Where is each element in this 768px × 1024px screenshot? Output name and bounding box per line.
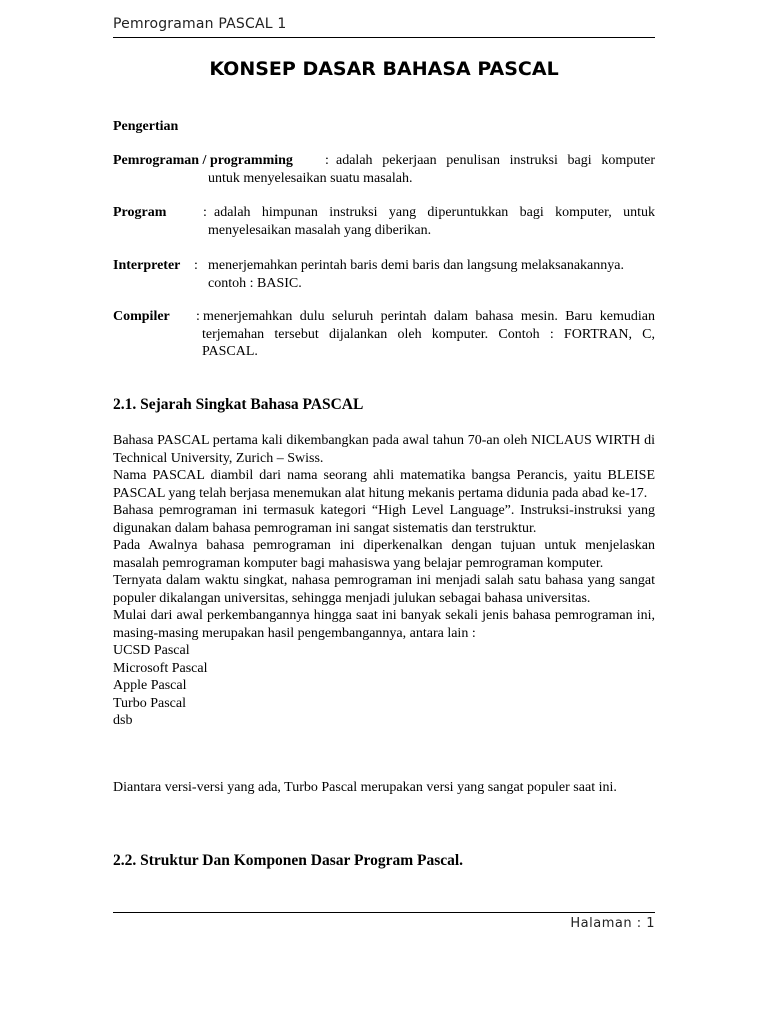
list-item: Microsoft Pascal (113, 660, 208, 676)
section-heading-pengertian: Pengertian (113, 119, 179, 134)
definition-interpreter (113, 257, 655, 293)
definition-term: Pemrograman / programming (113, 153, 293, 168)
paragraph: Bahasa pemrograman ini termasuk kategori “High Level Language”. Instruksi-instruksi yang digunakan dalam bahasa pemrograman ini sangat sistematis dan terstruktur. (113, 503, 655, 536)
page-number: Halaman : 1 (570, 916, 655, 931)
paragraph: Mulai dari awal perkembangannya hingga saat ini banyak sekali jenis bahasa pemrograman ini, masing-masing merupakan hasil pengembangannya, antara lain : (113, 608, 655, 641)
version-list (113, 642, 655, 730)
definition-text: adalah pekerjaan penulisan instruksi bagi komputer untuk menyelesaikan suatu masalah. (208, 153, 655, 186)
definition-term: Compiler (113, 309, 170, 324)
definition-separator: : (196, 309, 200, 324)
history-paragraphs (113, 432, 655, 730)
list-item: UCSD Pascal (113, 643, 190, 658)
list-item: dsb (113, 713, 133, 728)
definition-text: adalah himpunan instruksi yang diperuntukkan bagi komputer, untuk menyelesaikan masalah yang diberikan. (208, 205, 655, 238)
definition-compiler (113, 308, 655, 362)
paragraph: Bahasa PASCAL pertama kali dikembangkan pada awal tahun 70-an oleh NICLAUS WIRTH di Technical University, Zurich – Swiss. (113, 433, 655, 466)
definition-separator: : (194, 258, 198, 273)
list-item: Turbo Pascal (113, 695, 186, 711)
definition-separator: : (325, 153, 329, 168)
definition-text: menerjemahkan dulu seluruh perintah dalam bahasa mesin. Baru kemudian terjemahan tersebut dijalankan oleh komputer. Contoh : FORTRAN, C, PASCAL. (202, 309, 655, 359)
page-title: KONSEP DASAR BAHASA PASCAL (209, 58, 559, 80)
list-item: Apple Pascal (113, 678, 187, 693)
closing-paragraph: Diantara versi-versi yang ada, Turbo Pascal merupakan versi yang sangat populer saat ini. (113, 780, 617, 795)
footer-divider (113, 912, 655, 913)
definition-term: Program (113, 205, 167, 220)
definition-programming (113, 152, 655, 188)
definition-term: Interpreter (113, 258, 181, 273)
running-header: Pemrograman PASCAL 1 (113, 16, 287, 32)
section-heading-2-1: 2.1. Sejarah Singkat Bahasa PASCAL (113, 396, 364, 413)
paragraph: Pada Awalnya bahasa pemrograman ini diperkenalkan dengan tujuan untuk menjelaskan masalah pemrograman komputer bagi mahasiswa yang belajar pemrograman komputer. (113, 538, 655, 571)
definition-program (113, 204, 655, 240)
header-divider (113, 37, 655, 38)
paragraph: Ternyata dalam waktu singkat, nahasa pemrograman ini menjadi salah satu bahasa yang sangat populer dikalangan universitas, sehingga menjadi julukan sebagai bahasa universitas. (113, 573, 655, 606)
definition-separator: : (203, 205, 207, 220)
paragraph: Nama PASCAL diambil dari nama seorang ahli matematika bangsa Perancis, yaitu BLEISE PASCAL yang telah berjasa menemukan alat hitung mekanis pertama didunia pada abad ke-17. (113, 468, 655, 501)
definition-text: menerjemahkan perintah baris demi baris dan langsung melaksanakannya. contoh : BASIC. (208, 258, 624, 291)
section-heading-2-2: 2.2. Struktur Dan Komponen Dasar Program Pascal. (113, 852, 464, 869)
